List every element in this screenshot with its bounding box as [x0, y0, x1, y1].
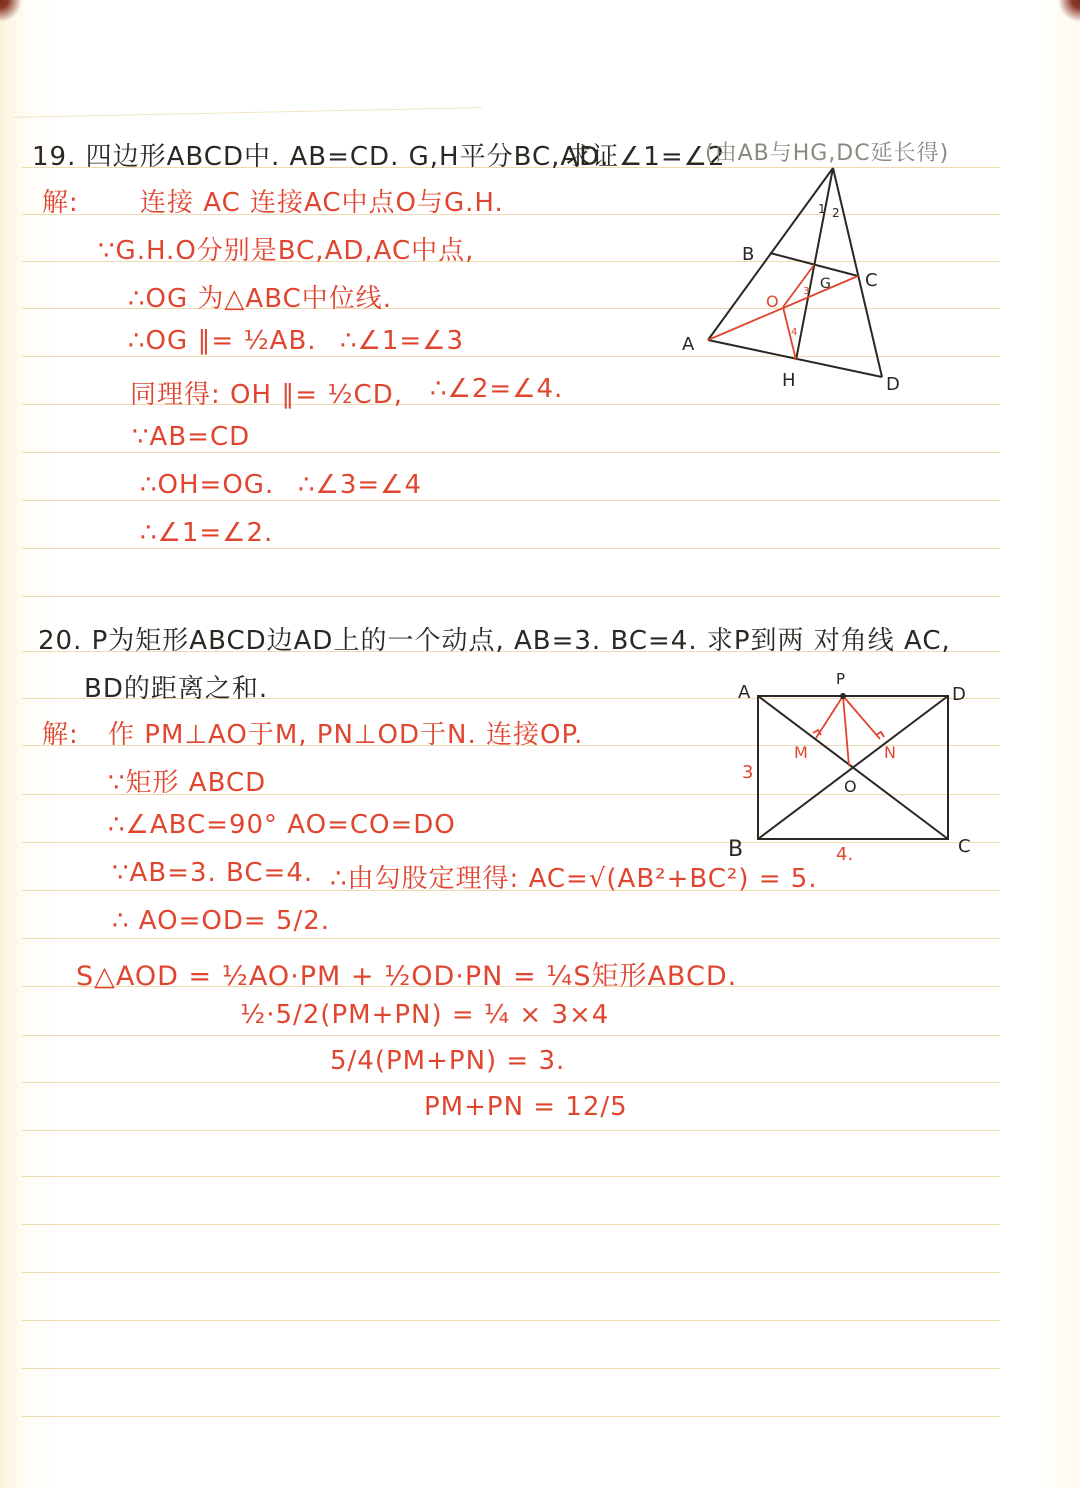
problem-20-header — [38, 620, 951, 657]
solution-label: 解: — [42, 188, 79, 218]
solution-step: ∵AB=3. BC=4. — [112, 858, 314, 888]
solution-step: ½·5/2(PM+PN) = ¼ × 3×4 — [240, 1000, 610, 1030]
svg-text:2: 2 — [832, 206, 840, 220]
solution-step: ∴OH=OG. — [140, 470, 275, 500]
solution-label: 解: — [42, 720, 79, 750]
problem-19-header — [32, 136, 609, 173]
problem-number: 20. — [38, 626, 83, 656]
solution-step: ∴OG ∥= ½AB. — [128, 326, 317, 356]
svg-text:C: C — [958, 836, 971, 857]
svg-text:D: D — [886, 374, 900, 395]
svg-text:N: N — [884, 743, 896, 762]
svg-text:A: A — [738, 682, 751, 703]
solution-step: 5/4(PM+PN) = 3. — [330, 1046, 566, 1076]
solution-step: ∴OG 为△ABC中位线. — [128, 284, 392, 314]
solution-step: ∴由勾股定理得: AC=√(AB²+BC²) = 5. — [330, 864, 818, 894]
solution-step: ∴∠1=∠2. — [140, 518, 274, 548]
svg-text:D: D — [952, 684, 966, 705]
solution-step: PM+PN = 12/5 — [424, 1092, 628, 1122]
svg-text:A: A — [682, 334, 695, 355]
solution-step: S△AOD = ½AO·PM + ½OD·PN = ¼S矩形ABCD. — [76, 961, 738, 992]
svg-text:G: G — [820, 276, 831, 292]
svg-text:H: H — [782, 370, 796, 391]
svg-text:1: 1 — [818, 202, 826, 216]
page-corner — [0, 0, 28, 28]
solution-step: 连接 AC 连接AC中点O与G.H. — [140, 188, 504, 218]
solution-step: 作 PM⊥AO于M, PN⊥OD于N. 连接OP. — [108, 720, 584, 750]
solution-step: 同理得: OH ∥= ½CD, — [130, 380, 403, 410]
problem-statement-continued: BD的距离之和. — [84, 674, 269, 704]
point-label-b: B — [742, 244, 755, 265]
problem-hint: (由AB与HG,DC延长得) — [705, 141, 950, 166]
quadrilateral-diagram — [660, 160, 920, 400]
svg-text:3: 3 — [803, 286, 810, 297]
solution-step: ∴∠3=∠4 — [298, 470, 423, 500]
svg-text:P: P — [836, 670, 846, 688]
svg-text:C: C — [865, 270, 878, 291]
problem-statement: 四边形ABCD中. AB=CD. G,H平分BC,AD. — [85, 142, 610, 172]
svg-text:O: O — [766, 292, 779, 311]
solution-step: ∴∠2=∠4. — [430, 374, 564, 404]
solution-step: ∴∠ABC=90° AO=CO=DO — [108, 810, 456, 840]
solution-step: ∵矩形 ABCD — [108, 768, 267, 798]
side-label-bc: 4. — [836, 844, 854, 865]
solution-step: ∵AB=CD — [132, 422, 251, 452]
rectangle-diagram — [720, 660, 1000, 870]
svg-text:M: M — [794, 743, 808, 762]
problem-statement: P为矩形ABCD边AD上的一个动点, AB=3. BC=4. 求P到两 对角线 AC, — [91, 626, 951, 656]
svg-text:B: B — [728, 837, 744, 862]
solution-step: ∵G.H.O分别是BC,AD,AC中点, — [98, 236, 475, 266]
side-label-ab: 3 — [742, 762, 754, 783]
solution-step: ∴ AO=OD= 5/2. — [112, 906, 331, 936]
page-corner — [1052, 0, 1080, 28]
problem-number: 19. — [32, 142, 77, 172]
problem-goal: 求证∠1=∠2 — [565, 142, 726, 172]
solution-step: ∴∠1=∠3 — [340, 326, 465, 356]
svg-text:O: O — [844, 777, 857, 796]
svg-text:4: 4 — [791, 327, 798, 338]
